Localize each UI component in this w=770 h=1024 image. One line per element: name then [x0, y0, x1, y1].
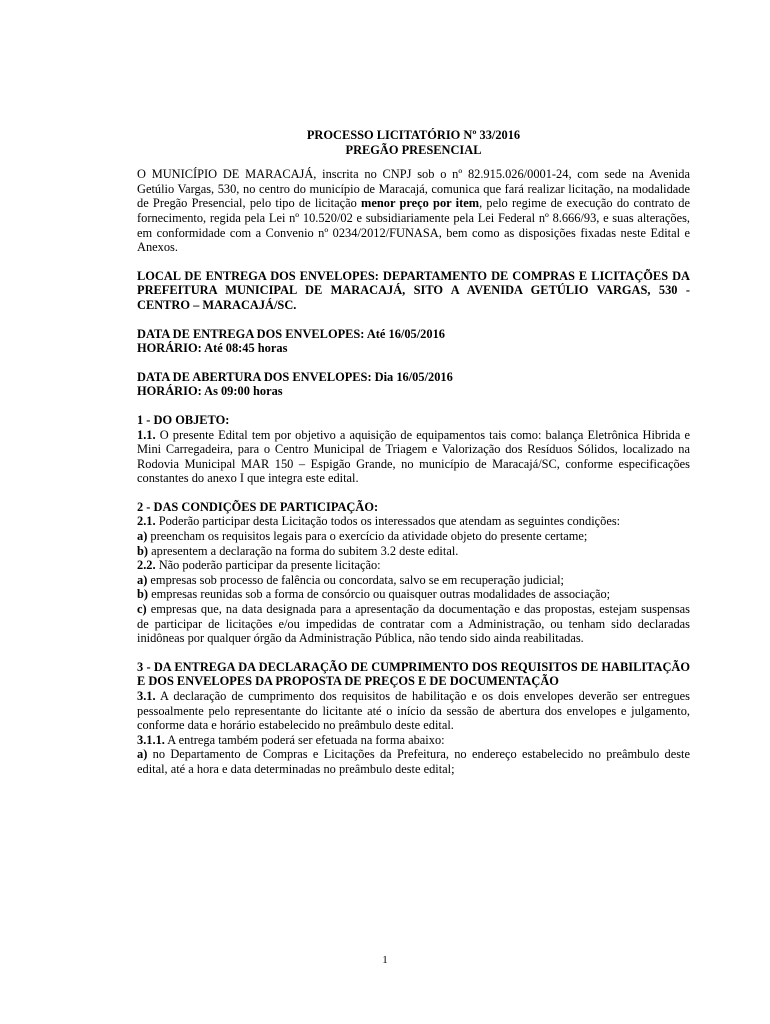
item-3-1: 3.1. A declaração de cumprimento dos requisitos de habilitação e os dois envelopes deverão ser entregues pessoalmente pelo representante do licitante até o início da sessão de abertura dos envelopes e julgamento, conforme data e horário estabelecido no preâmbulo deste edital. — [137, 689, 690, 733]
local-entrega: LOCAL DE ENTREGA DOS ENVELOPES: DEPARTAMENTO DE COMPRAS E LICITAÇÕES DA PREFEITURA MUNICIPAL DE MARACAJÁ, SITO A AVENIDA GETÚLIO VARGAS, 530 - CENTRO – MARACAJÁ/SC. — [137, 268, 690, 312]
abertura-hora: HORÁRIO: As 09:00 horas — [137, 384, 283, 399]
entrega-data: DATA DE ENTREGA DOS ENVELOPES: Até 16/05/2016 — [137, 326, 445, 341]
page-number: 1 — [382, 954, 388, 966]
doc-subtitle: PREGÃO PRESENCIAL — [345, 142, 482, 157]
section-3-heading: 3 - DA ENTREGA DA DECLARAÇÃO DE CUMPRIMENTO DOS REQUISITOS DE HABILITAÇÃO E DOS ENVELOPES DA PROPOSTA DE PREÇOS E DE DOCUMENTAÇÃO — [137, 659, 690, 689]
item-2-1-a: a) preencham os requisitos legais para o exercício da atividade objeto do presente certame; — [137, 529, 588, 544]
section-1-heading: 1 - DO OBJETO: — [137, 412, 230, 427]
entrega-hora: HORÁRIO: Até 08:45 horas — [137, 341, 288, 356]
item-2-1-b: b) apresentem a declaração na forma do subitem 3.2 deste edital. — [137, 543, 459, 558]
section-1-text: 1.1. O presente Edital tem por objetivo a aquisição de equipamentos tais como: balança Eletrônica Hibrida e Mini Carregadeira, para o Centro Municipal de Triagem e Valorização dos Resíduos Sólidos, localizado na Rodovia Municipal MAR 150 – Espigão Grande, no município de Maracajá/SC, conforme especificações constantes do anexo I que integra este edital. — [137, 427, 690, 486]
intro-paragraph: O MUNICÍPIO DE MARACAJÁ, inscrita no CNPJ sob o nº 82.915.026/0001-24, com sede na Avenida Getúlio Vargas, 530, no centro do município de Maracajá, comunica que fará realizar licitação, na modalidade de Pregão Presencial, pelo tipo de licitação menor preço por item, pelo regime de execução do contrato de fornecimento, regida pela Lei nº 10.520/02 e subsidiariamente pela Lei Federal nº 8.666/93, e suas alterações, em conformidade com a Convenio nº 0234/2012/FUNASA, bem como as disposições fixadas neste Edital e Anexos. — [137, 167, 691, 255]
doc-title: PROCESSO LICITATÓRIO Nº 33/2016 — [306, 128, 521, 142]
item-2-1: 2.1. Poderão participar desta Licitação todos os interessados que atendam as seguintes condições: — [137, 514, 621, 529]
abertura-data: DATA DE ABERTURA DOS ENVELOPES: Dia 16/05/2016 — [137, 369, 453, 384]
item-2-2-a: a) empresas sob processo de falência ou concordata, salvo se em recuperação judicial; — [137, 572, 564, 587]
item-3-1-1-a: a) no Departamento de Compras e Licitações da Prefeitura, no endereço estabelecido no preâmbulo deste edital, até a hora e data determinadas no preâmbulo deste edital; — [137, 747, 690, 776]
item-3-1-1: 3.1.1. A entrega também poderá ser efetuada na forma abaixo: — [137, 732, 445, 747]
item-2-2-c: c) empresas que, na data designada para a apresentação da documentação e das propostas, estejam suspensas de participar de licitações e/ou impedidas de contratar com a Administração, ou tenham sido declaradas inidôneas por qualquer órgão da Administração Pública, não tendo sido ainda reabilitadas. — [137, 602, 690, 646]
item-2-2-b: b) empresas reunidas sob a forma de consórcio ou quaisquer outras modalidades de associação; — [137, 587, 611, 602]
item-2-2: 2.2. Não poderão participar da presente licitação: — [137, 558, 381, 573]
section-2-heading: 2 - DAS CONDIÇÕES DE PARTICIPAÇÃO: — [137, 499, 379, 514]
document-page — [137, 128, 690, 777]
intro-bold: menor preço por item — [361, 196, 480, 211]
